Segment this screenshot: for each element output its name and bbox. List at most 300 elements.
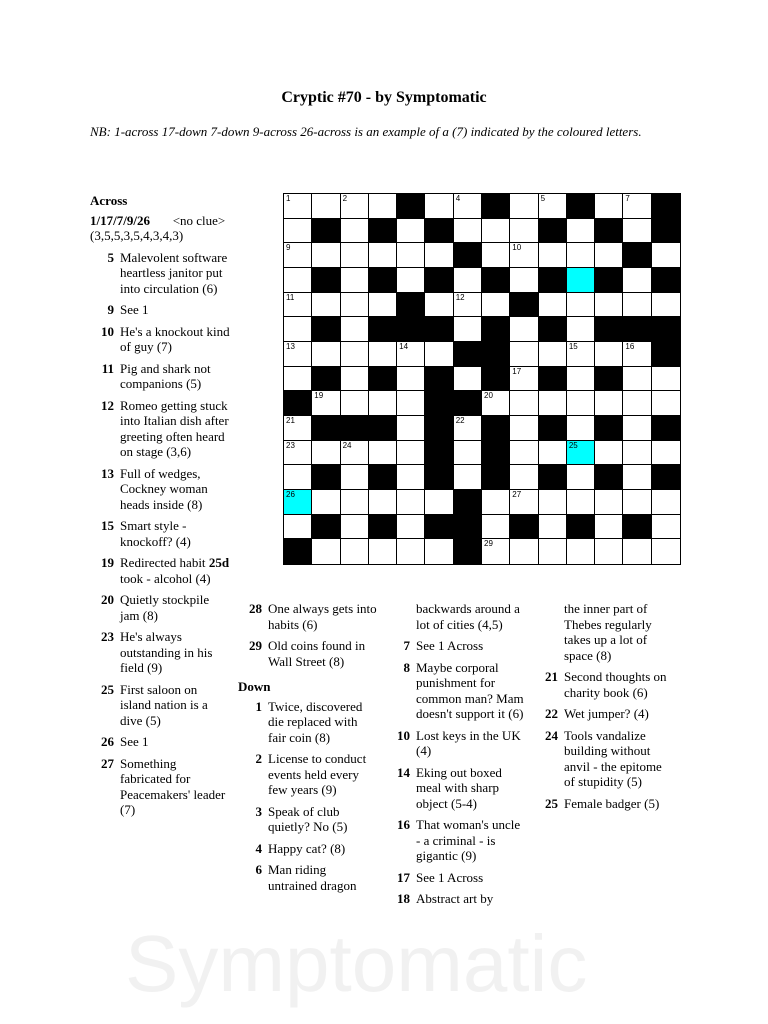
grid-cell[interactable] <box>369 194 397 219</box>
clue-down-6 <box>238 862 378 893</box>
grid-cell[interactable] <box>312 539 340 564</box>
cell-number: 10 <box>512 243 522 253</box>
grid-cell-black <box>539 317 567 342</box>
grid-cell-black <box>425 367 453 392</box>
grid-cell[interactable] <box>567 293 595 318</box>
grid-cell[interactable] <box>454 219 482 244</box>
grid-cell-black <box>539 219 567 244</box>
clue-number: 9 <box>107 302 114 317</box>
clue-reference: 25d <box>208 555 230 570</box>
grid-cell[interactable] <box>652 441 680 466</box>
clue-text: Wet jumper? (4) <box>564 706 649 721</box>
clue-across-5 <box>90 250 230 297</box>
grid-cell[interactable] <box>510 416 538 441</box>
grid-cell-black <box>425 441 453 466</box>
grid-cell[interactable] <box>425 243 453 268</box>
grid-cell[interactable] <box>454 465 482 490</box>
grid-cell[interactable] <box>425 342 453 367</box>
cell-number: 12 <box>455 292 465 302</box>
clue-number: 19 <box>101 555 114 570</box>
grid-cell-black <box>312 367 340 392</box>
down-heading: Down <box>238 679 271 694</box>
grid-cell[interactable] <box>510 539 538 564</box>
grid-cell[interactable] <box>341 342 369 367</box>
clue-across-9 <box>90 302 230 318</box>
grid-cell-black <box>369 268 397 293</box>
grid-cell-black <box>652 219 680 244</box>
grid-cell[interactable] <box>567 219 595 244</box>
clue-number: 23 <box>101 629 114 644</box>
grid-cell-highlighted[interactable] <box>567 268 595 293</box>
clue-number: 10 <box>397 727 410 743</box>
clue-across-28 <box>238 601 378 632</box>
grid-cell[interactable] <box>341 490 369 515</box>
grid-cell[interactable] <box>341 219 369 244</box>
grid-cell[interactable] <box>312 441 340 466</box>
grid-cell-black <box>454 490 482 515</box>
grid-cell-black <box>652 416 680 441</box>
grid-cell[interactable] <box>595 539 623 564</box>
clue-text <box>120 555 229 586</box>
grid-cell[interactable] <box>454 441 482 466</box>
clue-number: 18 <box>397 891 410 906</box>
grid-cell[interactable] <box>510 219 538 244</box>
grid-cell[interactable] <box>341 465 369 490</box>
grid-cell[interactable] <box>341 515 369 540</box>
grid-cell[interactable] <box>369 342 397 367</box>
grid-cell[interactable] <box>312 391 340 416</box>
grid-cell[interactable] <box>454 367 482 392</box>
grid-cell[interactable] <box>510 367 538 392</box>
cell-number: 14 <box>399 342 409 351</box>
clue-text-post: took - alcohol (4) <box>120 570 211 586</box>
grid-cell[interactable] <box>539 490 567 515</box>
clue-column-2 <box>238 601 378 899</box>
cell-number: 29 <box>484 539 493 549</box>
grid-cell[interactable] <box>510 441 538 466</box>
grid-cell-black <box>510 293 538 318</box>
cell-number: 13 <box>286 342 295 351</box>
grid-cell[interactable] <box>341 539 369 564</box>
grid-cell[interactable] <box>539 342 567 367</box>
grid-cell[interactable] <box>397 367 425 392</box>
grid-cell[interactable] <box>652 243 680 268</box>
grid-cell[interactable] <box>595 515 623 540</box>
grid-cell[interactable] <box>341 268 369 293</box>
grid-cell[interactable] <box>539 194 567 219</box>
grid-cell[interactable] <box>397 219 425 244</box>
grid-cell-black <box>454 515 482 540</box>
grid-cell[interactable] <box>454 416 482 441</box>
clue-number: 28 <box>249 601 262 616</box>
watermark: Symptomatic <box>125 919 588 1008</box>
cell-number: 2 <box>342 194 348 203</box>
grid-cell[interactable] <box>595 441 623 466</box>
grid-cell-black <box>425 515 453 540</box>
grid-cell-black <box>312 416 340 441</box>
grid-cell[interactable] <box>567 342 595 367</box>
grid-cell[interactable] <box>539 515 567 540</box>
cell-number: 19 <box>314 391 324 401</box>
grid-cell-black <box>539 367 567 392</box>
grid-cell[interactable] <box>652 367 680 392</box>
cell-number: 16 <box>625 342 635 351</box>
grid-cell[interactable] <box>567 416 595 441</box>
cell-number: 7 <box>625 194 630 203</box>
grid-cell[interactable] <box>454 293 482 318</box>
grid-cell-black <box>652 342 680 367</box>
clue-text: Full of wedges, Cockney woman heads inside (8) <box>120 465 208 512</box>
clue-number: 14 <box>397 764 410 780</box>
grid-cell[interactable] <box>284 367 312 392</box>
grid-cell[interactable] <box>369 391 397 416</box>
grid-cell[interactable] <box>284 416 312 441</box>
grid-cell[interactable] <box>510 490 538 515</box>
clue-number: 10 <box>101 323 114 339</box>
cell-number: 27 <box>512 490 522 499</box>
grid-cell-black <box>482 465 510 490</box>
clue-column-3 <box>386 601 526 913</box>
clue-across-23 <box>90 629 230 676</box>
across-heading: Across <box>90 193 128 208</box>
clue-text: See 1 <box>120 734 149 749</box>
grid-cell-black <box>312 219 340 244</box>
clue-text: Romeo getting stuck into Italian dish after greeting often heard on stage (3,6) <box>120 397 229 459</box>
grid-cell[interactable] <box>284 342 312 367</box>
grid-cell[interactable] <box>539 539 567 564</box>
grid-cell[interactable] <box>341 367 369 392</box>
grid-cell[interactable] <box>623 268 651 293</box>
grid-cell[interactable] <box>312 243 340 268</box>
clue-text: Malevolent software heartless janitor put into circulation (6) <box>120 249 228 296</box>
grid-cell[interactable] <box>425 293 453 318</box>
grid-cell[interactable] <box>623 391 651 416</box>
clue-number: 12 <box>101 397 114 413</box>
grid-cell[interactable] <box>623 539 651 564</box>
grid-cell[interactable] <box>595 243 623 268</box>
grid-cell-black <box>397 317 425 342</box>
grid-cell-black <box>312 465 340 490</box>
grid-cell[interactable] <box>341 243 369 268</box>
grid-cell[interactable] <box>425 490 453 515</box>
clue-number: 15 <box>101 518 114 533</box>
grid-cell[interactable] <box>482 293 510 318</box>
clue-number: 20 <box>101 592 114 607</box>
grid-cell-black <box>652 465 680 490</box>
grid-cell[interactable] <box>482 490 510 515</box>
grid-cell-black <box>425 317 453 342</box>
grid-cell[interactable] <box>397 515 425 540</box>
clue-number: 17 <box>397 869 410 885</box>
clue-text: Abstract art by <box>416 891 494 906</box>
grid-cell-black <box>425 416 453 441</box>
grid-cell-black <box>482 268 510 293</box>
grid-cell[interactable] <box>397 441 425 466</box>
clue-down-17 <box>386 870 526 886</box>
grid-cell-black <box>652 194 680 219</box>
grid-cell-black <box>652 268 680 293</box>
grid-cell[interactable] <box>652 293 680 318</box>
grid-cell[interactable] <box>482 219 510 244</box>
clue-down-1 <box>238 699 378 746</box>
grid-cell[interactable] <box>397 465 425 490</box>
grid-cell[interactable] <box>652 515 680 540</box>
cell-number: 22 <box>455 416 465 425</box>
grid-cell[interactable] <box>510 268 538 293</box>
grid-cell[interactable] <box>284 268 312 293</box>
grid-cell[interactable] <box>312 490 340 515</box>
clue-number: 22 <box>545 706 558 721</box>
clue-across-25 <box>90 682 230 729</box>
grid-cell[interactable] <box>510 391 538 416</box>
grid-cell[interactable] <box>623 342 651 367</box>
clue-text: Tools vandalize building without anvil - the epitome of stupidity (5) <box>564 727 662 789</box>
grid-cell[interactable] <box>369 539 397 564</box>
grid-cell[interactable] <box>567 243 595 268</box>
grid-cell[interactable] <box>567 465 595 490</box>
clue-number: 29 <box>249 638 262 653</box>
grid-cell[interactable] <box>341 194 369 219</box>
grid-cell[interactable] <box>397 490 425 515</box>
grid-cell-black <box>454 539 482 564</box>
cell-number: 1 <box>286 194 291 203</box>
grid-cell[interactable] <box>425 194 453 219</box>
grid-cell[interactable] <box>567 539 595 564</box>
clue-number: 6 <box>255 862 262 877</box>
cell-number: 15 <box>568 342 578 351</box>
grid-cell-black <box>539 416 567 441</box>
grid-cell-black <box>425 268 453 293</box>
grid-cell[interactable] <box>312 194 340 219</box>
grid-cell-black <box>369 515 397 540</box>
grid-cell[interactable] <box>567 391 595 416</box>
grid-cell-black <box>482 441 510 466</box>
grid-cell-black <box>623 515 651 540</box>
clue-number: 5 <box>107 249 114 265</box>
clue-number: 2 <box>255 751 262 766</box>
grid-cell[interactable] <box>454 317 482 342</box>
clue-across-12 <box>90 398 230 460</box>
grid-cell-highlighted[interactable] <box>284 490 312 515</box>
clue-across-26 <box>90 734 230 750</box>
grid-cell[interactable] <box>623 367 651 392</box>
grid-cell[interactable] <box>454 194 482 219</box>
grid-cell[interactable] <box>482 243 510 268</box>
grid-cell[interactable] <box>454 268 482 293</box>
clue-down-7 <box>386 638 526 654</box>
grid-cell[interactable] <box>482 515 510 540</box>
grid-cell[interactable] <box>284 194 312 219</box>
grid-cell-black <box>369 219 397 244</box>
clue-number: 8 <box>403 659 410 675</box>
grid-cell[interactable] <box>539 441 567 466</box>
grid-cell[interactable] <box>369 293 397 318</box>
grid-cell-black <box>312 268 340 293</box>
clue-text: Female badger (5) <box>564 795 660 811</box>
grid-cell-black <box>369 317 397 342</box>
grid-cell[interactable] <box>397 268 425 293</box>
puzzle-note: NB: 1-across 17-down 7-down 9-across 26-across is an example of a (7) indicated by the coloured letters. <box>90 124 642 139</box>
cell-number: 9 <box>286 243 291 253</box>
grid-cell[interactable] <box>397 342 425 367</box>
grid-cell[interactable] <box>623 465 651 490</box>
clue-text: the inner part of Thebes regularly takes up a lot of space (8) <box>564 601 652 663</box>
grid-cell[interactable] <box>623 441 651 466</box>
grid-cell[interactable] <box>369 243 397 268</box>
grid-cell-black <box>623 317 651 342</box>
clue-across-10 <box>90 324 230 355</box>
clue-text: backwards around a lot of cities (4,5) <box>416 601 520 632</box>
clue-down-2 <box>238 751 378 798</box>
grid-cell[interactable] <box>623 416 651 441</box>
grid-cell[interactable] <box>595 391 623 416</box>
grid-cell[interactable] <box>539 391 567 416</box>
grid-cell[interactable] <box>539 243 567 268</box>
grid-cell[interactable] <box>284 317 312 342</box>
grid-cell-black <box>482 317 510 342</box>
grid-cell-black <box>595 367 623 392</box>
grid-cell[interactable] <box>623 490 651 515</box>
grid-cell[interactable] <box>510 465 538 490</box>
cell-number: 25 <box>568 440 578 450</box>
grid-cell[interactable] <box>567 490 595 515</box>
grid-cell-black <box>284 391 312 416</box>
clue-across-1 <box>90 213 230 244</box>
grid-cell[interactable] <box>567 317 595 342</box>
clue-text: Man riding untrained dragon <box>268 862 357 893</box>
clue-number: 27 <box>101 755 114 771</box>
grid-cell[interactable] <box>341 293 369 318</box>
grid-cell-highlighted[interactable] <box>567 441 595 466</box>
clue-number: 11 <box>101 360 114 376</box>
clue-number: 3 <box>255 803 262 819</box>
grid-cell-black <box>369 465 397 490</box>
clue-text: Maybe corporal punishment for common man? Mam doesn't support it (6) <box>416 659 524 721</box>
grid-cell-black <box>454 391 482 416</box>
grid-cell[interactable] <box>284 441 312 466</box>
cell-number: 4 <box>455 194 461 203</box>
clue-text: See 1 <box>120 302 149 317</box>
clue-across-15 <box>90 518 230 549</box>
grid-cell[interactable] <box>369 490 397 515</box>
grid-cell[interactable] <box>510 243 538 268</box>
grid-cell-black <box>482 416 510 441</box>
grid-cell[interactable] <box>623 219 651 244</box>
clue-number: 25 <box>101 681 114 697</box>
grid-cell[interactable] <box>284 465 312 490</box>
clue-number: 26 <box>101 734 114 749</box>
grid-cell[interactable] <box>341 317 369 342</box>
clue-down-24 <box>534 728 674 790</box>
grid-cell-black <box>425 465 453 490</box>
clue-number: 4 <box>255 840 262 856</box>
grid-cell[interactable] <box>397 243 425 268</box>
clue-across-20 <box>90 592 230 623</box>
clue-text: Eking out boxed meal with sharp object (5-4) <box>416 764 502 811</box>
clue-text: He's a knockout kind of guy (7) <box>120 323 230 354</box>
clue-text: <no clue> (3,5,5,3,5,4,3,4,3) <box>90 212 226 243</box>
grid-cell[interactable] <box>567 367 595 392</box>
grid-cell[interactable] <box>482 539 510 564</box>
grid-cell[interactable] <box>510 317 538 342</box>
clue-number: 24 <box>545 727 558 743</box>
page-title: Cryptic #70 - by Symptomatic <box>281 89 487 106</box>
grid-cell[interactable] <box>312 293 340 318</box>
clue-down-25 <box>534 796 674 812</box>
clue-across-19 <box>90 555 230 586</box>
grid-cell-black <box>652 317 680 342</box>
clue-text: Twice, discovered die replaced with fair coin (8) <box>268 698 363 745</box>
clue-number: 16 <box>397 817 410 832</box>
crossword-grid <box>283 193 681 565</box>
clue-down-16 <box>386 817 526 864</box>
clue-text: First saloon on island nation is a dive (5) <box>120 681 208 728</box>
grid-cell[interactable] <box>284 293 312 318</box>
grid-cell[interactable] <box>652 490 680 515</box>
clue-number: 13 <box>101 465 114 481</box>
grid-cell[interactable] <box>284 515 312 540</box>
grid-cell-black <box>425 219 453 244</box>
grid-cell[interactable] <box>284 219 312 244</box>
grid-cell-black <box>567 515 595 540</box>
grid-cell-black <box>539 268 567 293</box>
grid-cell[interactable] <box>397 391 425 416</box>
grid-cell-black <box>312 515 340 540</box>
grid-cell[interactable] <box>397 539 425 564</box>
grid-cell[interactable] <box>425 539 453 564</box>
grid-cell[interactable] <box>510 194 538 219</box>
clue-text: He's always outstanding in his field (9) <box>120 629 213 675</box>
grid-cell[interactable] <box>284 243 312 268</box>
cell-number: 21 <box>286 416 295 425</box>
clue-text: License to conduct events held every few years (9) <box>268 751 367 797</box>
clue-number: 1 <box>255 698 262 714</box>
grid-cell[interactable] <box>397 416 425 441</box>
grid-cell[interactable] <box>652 539 680 564</box>
grid-cell[interactable] <box>623 194 651 219</box>
clue-down-21 <box>534 669 674 700</box>
grid-cell[interactable] <box>510 342 538 367</box>
grid-cell[interactable] <box>595 194 623 219</box>
cell-number: 17 <box>512 366 522 376</box>
clue-text: That woman's uncle - a criminal - is gigantic (9) <box>416 817 521 863</box>
grid-cell[interactable] <box>595 342 623 367</box>
grid-cell[interactable] <box>369 441 397 466</box>
clue-number: 21 <box>545 669 558 684</box>
clue-down-22 <box>534 706 674 722</box>
clue-column-1 <box>90 193 230 824</box>
grid-cell[interactable] <box>312 342 340 367</box>
grid-cell-black <box>567 194 595 219</box>
grid-cell-black <box>482 194 510 219</box>
clue-text: Old coins found in Wall Street (8) <box>268 638 366 669</box>
grid-cell[interactable] <box>539 293 567 318</box>
grid-cell[interactable] <box>595 293 623 318</box>
clue-across-27 <box>90 756 230 818</box>
grid-cell[interactable] <box>341 441 369 466</box>
grid-cell[interactable] <box>652 391 680 416</box>
grid-cell[interactable] <box>595 490 623 515</box>
grid-cell-black <box>595 416 623 441</box>
clue-text-pre: Redirected habit <box>120 555 209 570</box>
grid-cell[interactable] <box>623 293 651 318</box>
grid-cell-black <box>454 243 482 268</box>
grid-cell[interactable] <box>482 391 510 416</box>
grid-cell[interactable] <box>341 391 369 416</box>
grid-cell-black <box>510 515 538 540</box>
clue-down-18 <box>386 891 526 907</box>
grid-cell-black <box>425 391 453 416</box>
